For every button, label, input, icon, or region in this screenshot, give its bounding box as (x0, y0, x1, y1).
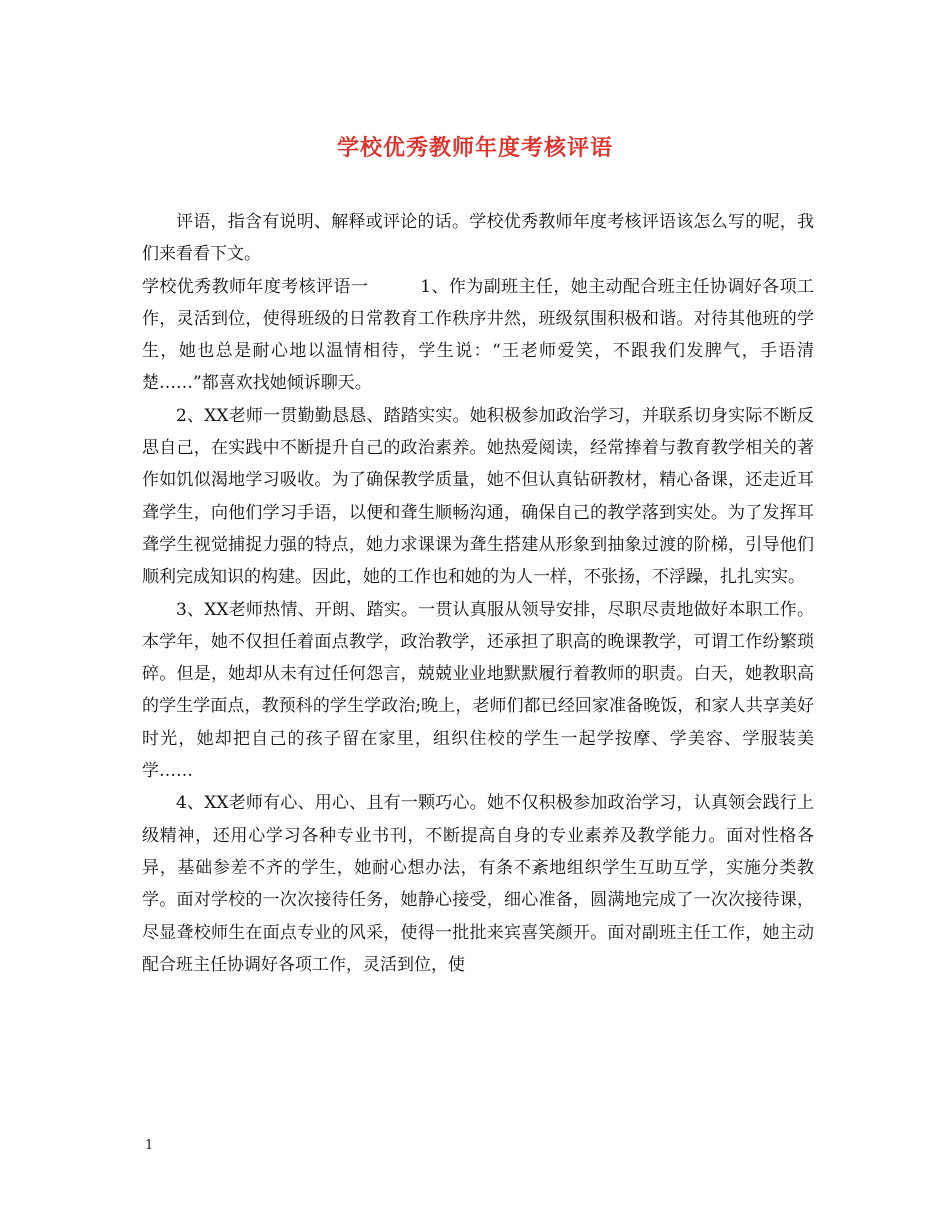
paragraph-4: 4、XX老师有心、用心、且有一颗巧心。她不仅积极参加政治学习，认真领会践行上级精神，还用心学习各种专业书刊，不断提高自身的专业素养及教学能力。面对性格各异，基础参差不齐的学生，她耐心想办法，有条不紊地组织学生互助互学，实施分类教学。面对学校的一次次接待任务，她静心接受，细心准备，圆满地完成了一次次接待课，尽显聋校师生在面点专业的风采，使得一批批来宾喜笑颜开。面对副班主任工作，她主动配合班主任协调好各项工作，灵活到位，使 (142, 793, 814, 975)
document-body (142, 206, 814, 981)
paragraph-3: 3、XX老师热情、开朗、踏实。一贯认真服从领导安排，尽职尽责地做好本职工作。本学年，她不仅担任着面点教学，政治教学，还承担了职高的晚课教学，可谓工作纷繁琐碎。但是，她却从未有过任何怨言，兢兢业业地默默履行着教师的职责。白天，她教职高的学生学面点，教预科的学生学政治;晚上，老师们都已经回家准备晚饭，和家人共享美好时光，她却把自己的孩子留在家里，组织住校的学生一起学按摩、学美容、学服装美学…… (142, 599, 814, 782)
intro-paragraph: 评语，指含有说明、解释或评论的话。学校优秀教师年度考核评语该怎么写的呢，我们来看看下文。 (142, 212, 814, 265)
section-heading: 学校优秀教师年度考核评语一 (142, 276, 369, 297)
section-one (142, 271, 814, 400)
paragraph-2: 2、XX老师一贯勤勤恳恳、踏踏实实。她积极参加政治学习，并联系切身实际不断反思自己，在实践中不断提升自己的政治素养。她热爱阅读，经常捧着与教育教学相关的著作如饥似渴地学习吸收。为了确保教学质量，她不但认真钻研教材，精心备课，还走近耳聋学生，向他们学习手语，以便和聋生顺畅沟通，确保自己的教学落到实处。为了发挥耳聋学生视觉捕捉力强的特点，她力求课课为聋生搭建从形象到抽象过渡的阶梯，引导他们顺利完成知识的构建。因此，她的工作也和她的为人一样，不张扬，不浮躁，扎扎实实。 (142, 405, 814, 588)
paragraph-1: 1、作为副班主任，她主动配合班主任协调好各项工作，灵活到位，使得班级的日常教育工作秩序井然，班级氛围积极和谐。对待其他班的学生，她也总是耐心地以温情相待，学生说：“王老师爱笑，不跟我们发脾气，手语清楚……”都喜欢找她倾诉聊天。 (142, 276, 814, 394)
page-number: 1 (145, 1138, 154, 1153)
document-title: 学校优秀教师年度考核评语 (336, 135, 613, 161)
